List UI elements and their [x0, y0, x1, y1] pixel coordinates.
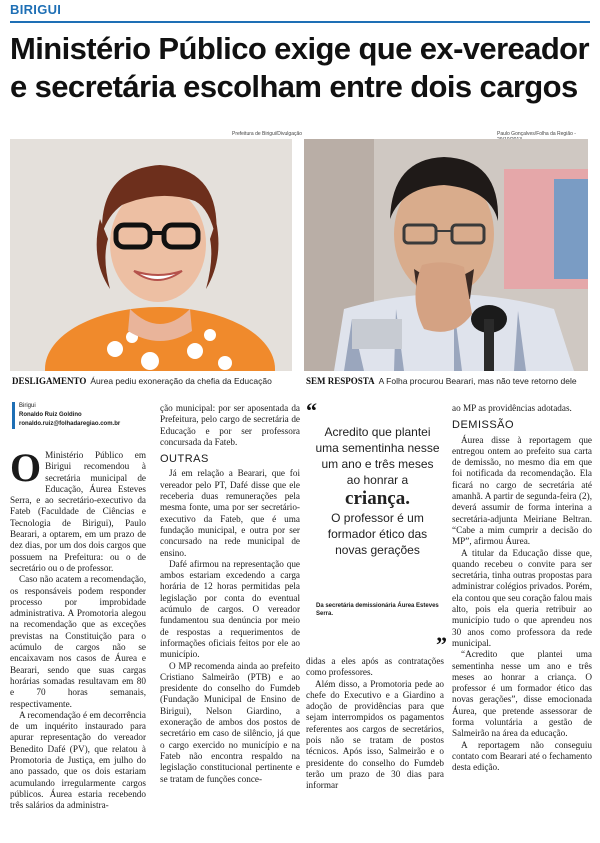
paragraph: Já em relação a Bearari, que foi vereador pelo PT, Dafé disse que ele receberia duas remunerações pela mesma fonte, uma por ser secretário-executivo da Fateb, que é uma fundação municipal, e outra por ser concursado na rede municipal de ensino. — [160, 468, 300, 558]
paragraph: ção municipal: por ser aposentada da Prefeitura, pelo cargo de secretária de Educação e por ser professora concursada da Fateb. — [160, 403, 300, 447]
paragraph: “Acredito que plantei uma sementinha nesse um ano e três meses ao honrar a criança. O professor é um formador ético das novas gerações”, disse emocionada Áurea, que pretende assessorar de forma voluntária a gestão de Salmeirão na área da educação. — [452, 649, 592, 739]
paragraph: A reportagem não conseguiu contato com Bearari até o fechamento desta edição. — [452, 739, 592, 773]
paragraph: O MP recomenda ainda ao prefeito Cristiano Salmeirão (PTB) e ao presidente do conselho do Fumdeb (Fundação Municipal de Ensino de Birigui), Nelson Giardino, a exoneração de ambos dos postos de secretário em caso de silêncio, já que o cargo exercido no município e na Fateb não encontra respaldo na legislação constitucional pertinente e se tratam de funções conce- — [160, 660, 300, 784]
pull-quote — [315, 424, 440, 558]
headline: Ministério Público exige que ex-vereador e secretária escolham entre dois cargos — [10, 31, 589, 104]
pull-quote-attribution: Da secretária demissionária Áurea Esteves Serra. — [316, 603, 439, 617]
caption-aurea — [12, 376, 272, 386]
caption-bearari — [306, 376, 577, 386]
aurea-portrait-image — [10, 139, 292, 371]
article-column-4 — [452, 403, 592, 774]
paragraph: Dafé afirmou na representação que ambos estariam excedendo a carga horária de 12 horas permitidas pela legislação por conta do eventual acúmulo de cargos. O vereador fundamentou sua denúncia por meio de respostas a requerimentos de informações oficiais feitos por ele ao município. — [160, 558, 300, 660]
section-label: BIRIGUI — [10, 2, 62, 17]
byline-email[interactable]: ronaldo.ruiz@folhadaregiao.com.br — [19, 421, 121, 427]
caption-label-2: SEM RESPOSTA — [306, 376, 375, 386]
close-quote-mark: ” — [436, 632, 447, 657]
paragraph: Além disso, a Promotoria pede ao chefe do Executivo e a Giardino a adoção de providências para que sejam interrompidos os pagamentos referentes aos cargos de secretários, pois não se tratam de postos técnicos. Após isso, Salmeirão e o presidente do conselho do Fumdeb terão um prazo de 30 dias para informar — [306, 678, 444, 791]
subheading-demissao: DEMISSÃO — [452, 419, 515, 432]
paragraph: Áurea disse à reportagem que entregou ontem ao prefeito sua carta de demissão, no mesmo dia em que foi notificada da recomendação. Ela ficará no cargo de secretária até amanhã. A partir de segunda-feira (2), deverá assumir de forma interina a secretária-adjunta Meiriane Beltran. “Cabe a mim cumprir a decisão do MP”, afirmou Áurea. — [452, 434, 592, 547]
pull-quote-emphasis: criança. — [345, 488, 410, 509]
subheading-outras: OUTRAS — [160, 453, 209, 466]
byline-author: Ronaldo Ruiz Goldino — [19, 412, 82, 418]
section-rule — [10, 21, 590, 23]
pull-quote-part-2: O professor é um formador ético das novas gerações — [327, 511, 428, 557]
paragraph: Caso não acatem a recomendação, os responsáveis podem responder processo por improbidade administrativa. A Promotoria alegou na recomendação que as exceções previstas na Constituição para o acúmulo de cargos não se encaixavam nos casos de Áurea e Bearari, sendo que suas cargas horárias somadas resultavam em 80 e 70 horas semanais, respectivamente. — [10, 574, 146, 709]
photo-bearari — [304, 139, 588, 371]
paragraph: A recomendação é em decorrência de um inquérito instaurado para apurar representação do vereador Benedito Dafé (PV), que relatou à Promotoria de Justiça, em julho do ano passado, que os dois estariam acumulando irregularmente cargos públicos. Áurea estaria recebendo três salários da administra- — [10, 709, 146, 811]
article-column-3 — [306, 656, 444, 792]
caption-label-1: DESLIGAMENTO — [12, 376, 87, 386]
pull-quote-part-1: Acredito que plantei uma sementinha nesse um ano e três meses ao honrar a — [315, 425, 440, 487]
bearari-portrait-image — [304, 139, 588, 371]
paragraph: A titular da Educação disse que, quando recebeu o convite para ser secretária, tinha outras propostas para administrar colégios privados. Porém, ela contou que seu coração falou mais alto, pois ela queria retribuir ao município tudo o que aprendeu nos 30 anos como professora da rede municipal. — [452, 547, 592, 648]
byline-place: Birigui — [19, 403, 36, 409]
article-column-1 — [10, 445, 146, 812]
paragraph: ao MP as providências adotadas. — [452, 403, 572, 413]
photo-aurea — [10, 139, 292, 371]
photo-credit-1: Prefeitura de Birigui/Divulgação — [232, 131, 303, 137]
drop-cap: O — [10, 445, 42, 490]
caption-text-1: Áurea pediu exoneração da chefia da Educação — [90, 376, 272, 386]
article-column-2 — [160, 403, 300, 785]
paragraph: Ministério Público em Birigui recomendou à secretária municipal de Educação, Áurea Esteves Serra, e ao secretário-executivo da Fateb (Faculdade de Ciências e Tecnologia de Birigui), Paulo Bearari, a optarem, em um prazo de dez dias, por um dos dois cargos que possuem na Prefeitura: ou o de secretário ou o de professor. — [10, 450, 146, 573]
byline — [12, 402, 120, 429]
photo-credit-2: Paulo Gonçalves/Folha da Região - — [497, 131, 576, 137]
caption-text-2: A Folha procurou Bearari, mas não teve retorno dele — [378, 376, 577, 386]
open-quote-mark: “ — [306, 398, 317, 423]
paragraph: didas a eles após as contratações como professores. — [306, 656, 444, 678]
